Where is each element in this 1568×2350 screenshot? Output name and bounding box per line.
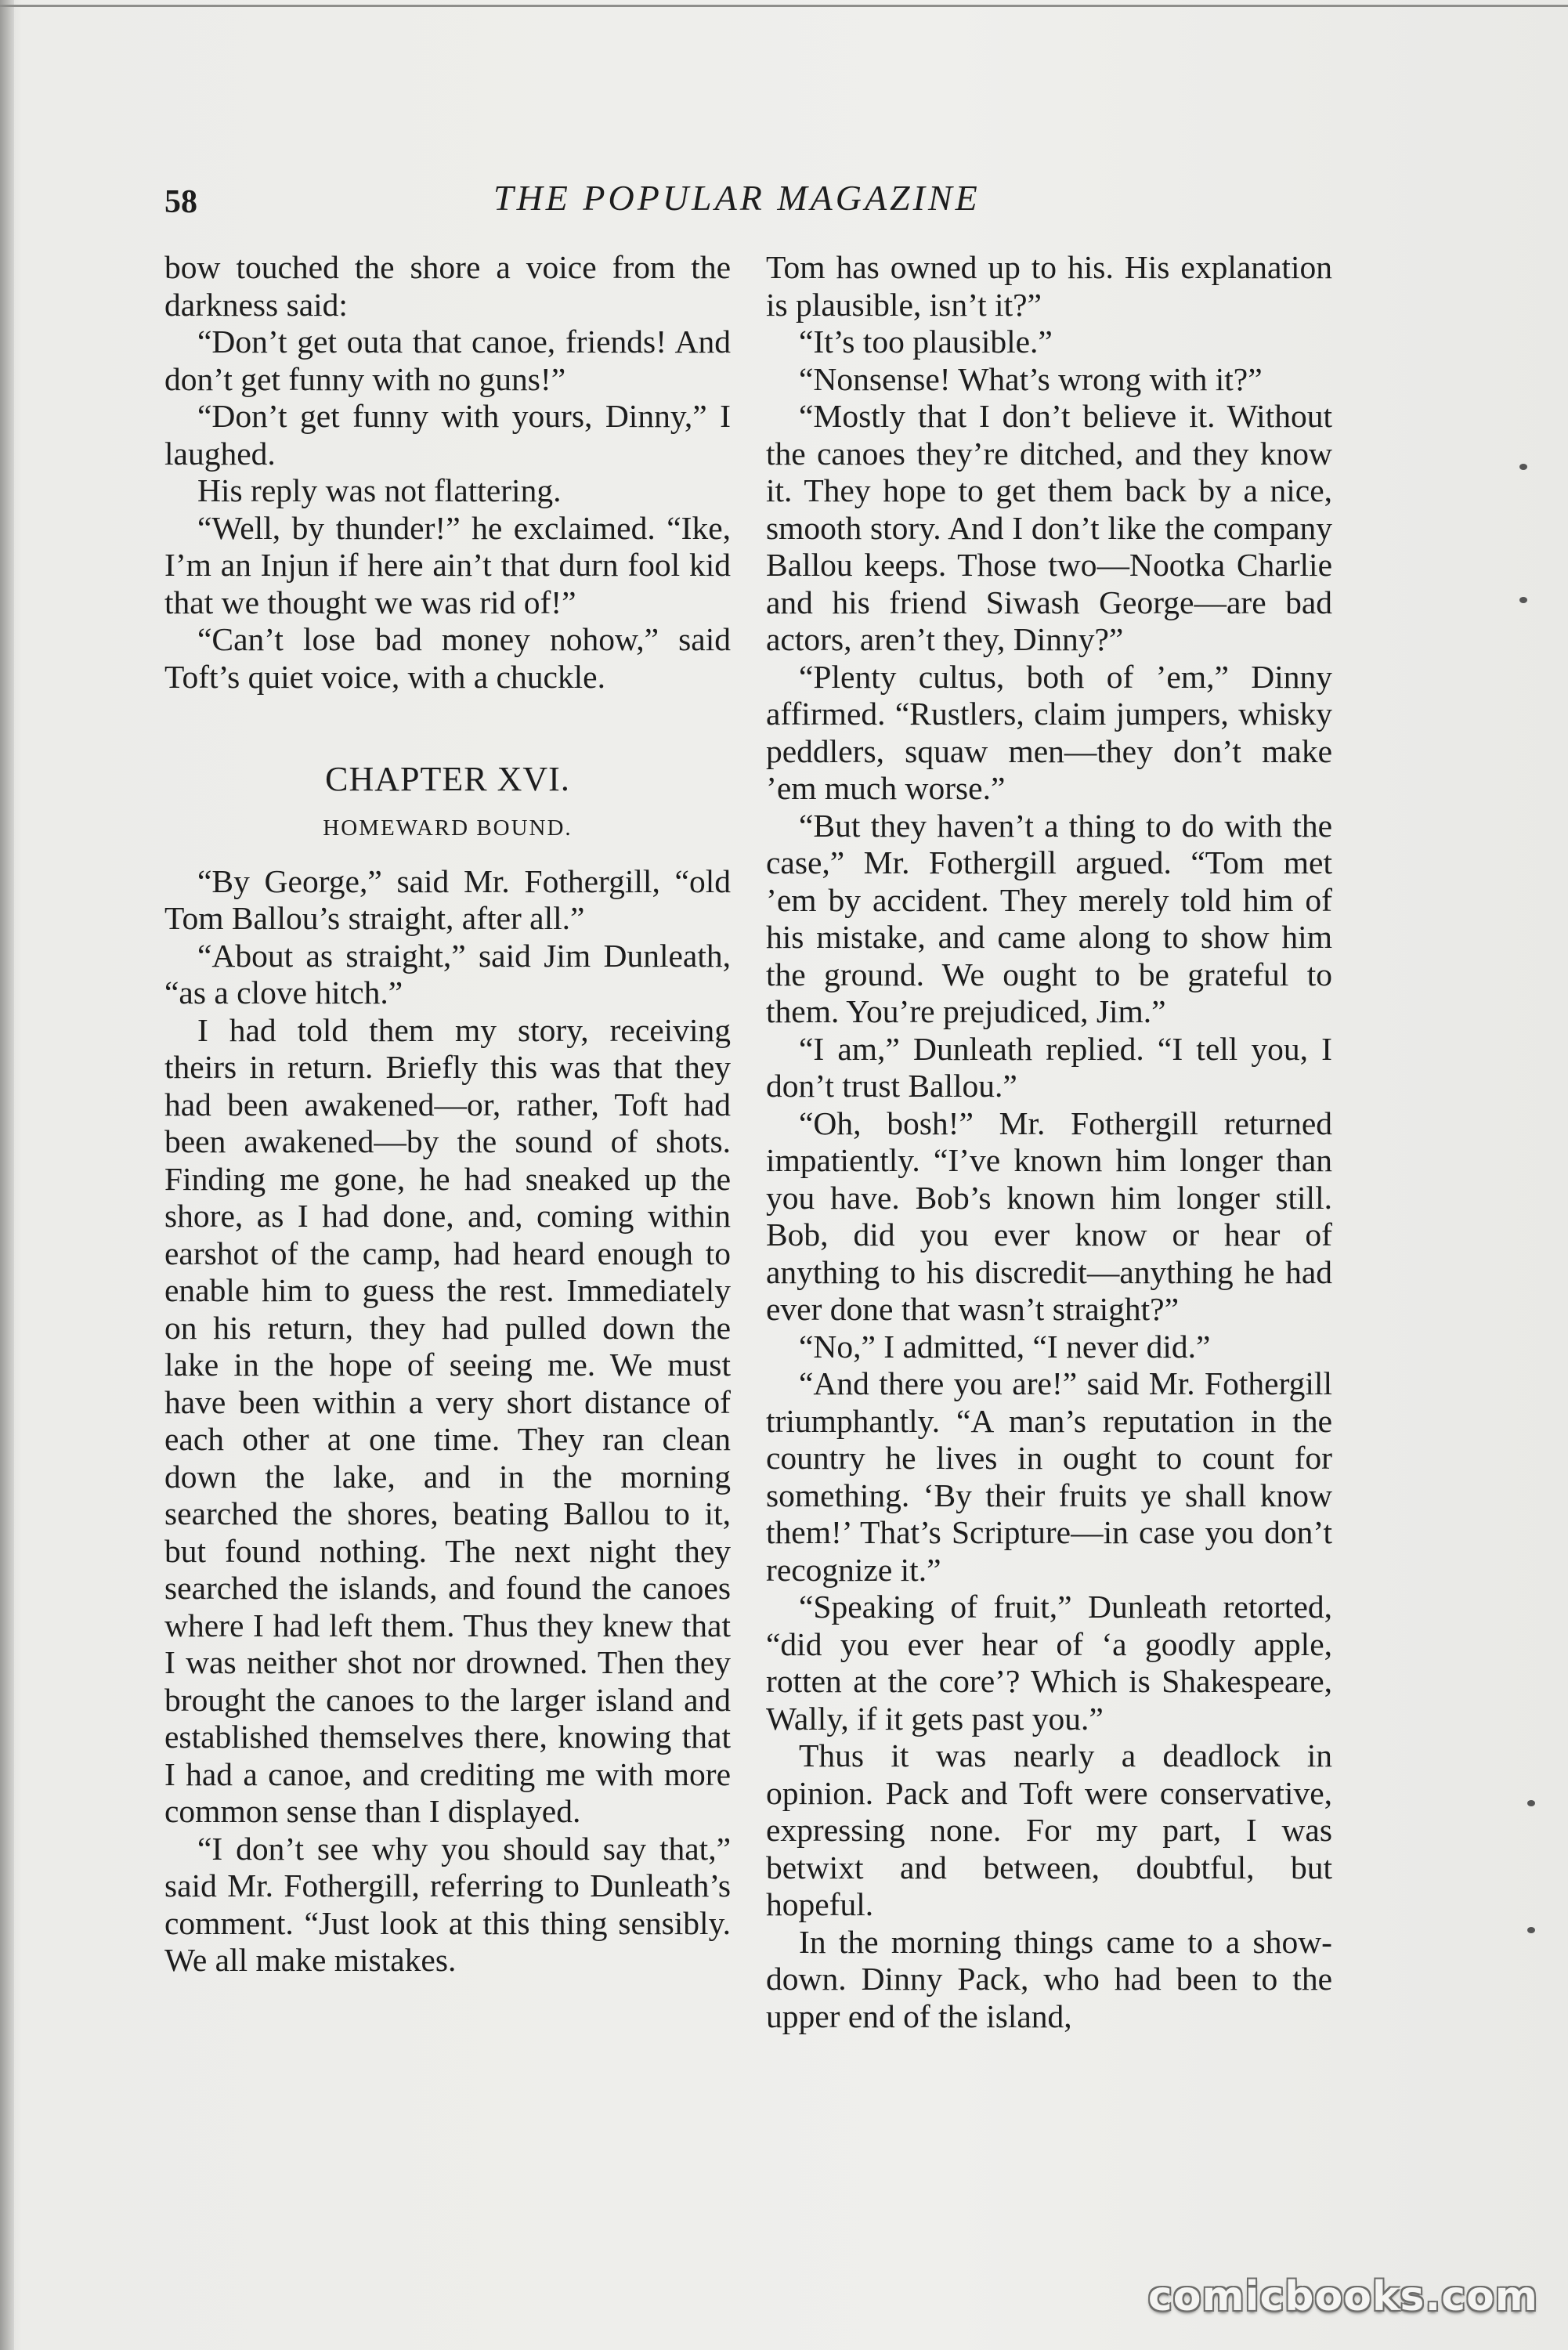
- left-column: [164, 249, 731, 1979]
- page-top-edge: [0, 5, 1568, 7]
- paragraph: “I don’t see why you should say that,” said Mr. Fothergill, referring to Dunleath’s comment. “Just look at this thing sensibly. We all make mistakes.: [164, 1830, 731, 1978]
- paragraph: “I am,” Dunleath replied. “I tell you, I don’t trust Ballou.”: [766, 1030, 1332, 1104]
- chapter-title: CHAPTER XVI.: [325, 760, 570, 798]
- paragraph: “Oh, bosh!” Mr. Fothergill returned impatiently. “I’ve known him longer than you have. Bob’s known him longer still. Bob, did you ever know or hear of anything to his discredit—anything he had ever done that wasn’t straight?”: [766, 1104, 1332, 1327]
- paragraph: “Nonsense! What’s wrong with it?”: [799, 360, 1263, 397]
- paragraph: In the morning things came to a show-down. Dinny Pack, who had been to the upper end of the island,: [766, 1923, 1332, 2034]
- paragraph: “Don’t get funny with yours, Dinny,” I laughed.: [164, 398, 731, 472]
- paragraph: “But they haven’t a thing to do with the case,” Mr. Fothergill argued. “Tom met ’em by accident. They merely told him of his mistake, and came along to show him the ground. We ought to be grateful to them. You’re prejudiced, Jim.”: [766, 807, 1332, 1029]
- binding-hole-mark: [1527, 1927, 1535, 1933]
- paragraph: Tom has owned up to his. His explanation is plausible, isn’t it?”: [766, 249, 1332, 323]
- binding-hole-mark: [1527, 1800, 1535, 1806]
- paragraph: “By George,” said Mr. Fothergill, “old Tom Ballou’s straight, after all.”: [164, 862, 731, 936]
- running-head: THE POPULAR MAGAZINE: [493, 178, 981, 218]
- paragraph: “No,” I admitted, “I never did.”: [799, 1328, 1211, 1365]
- chapter-subtitle: HOMEWARD BOUND.: [323, 815, 573, 841]
- paragraph: “Plenty cultus, both of ’em,” Dinny affirmed. “Rustlers, claim jumpers, whisky peddlers, squaw men—they don’t make ’em much worse.”: [766, 658, 1332, 806]
- paragraph: “It’s too plausible.”: [799, 324, 1053, 360]
- binding-hole-mark: [1519, 464, 1527, 470]
- binding-hole-mark: [1519, 597, 1527, 603]
- paragraph: “About as straight,” said Jim Dunleath, “as a clove hitch.”: [164, 937, 731, 1010]
- paragraph: “Speaking of fruit,” Dunleath retorted, “did you ever hear of ‘a goodly apple, rotten at the core’? Which is Shakespeare, Wally, if it gets past you.”: [766, 1589, 1332, 1737]
- watermark-logo: comicbooks.com: [1147, 2273, 1538, 2320]
- paragraph: “Well, by thunder!” he exclaimed. “Ike, I’m an Injun if here ain’t that durn fool kid that we thought we was rid of!”: [164, 509, 731, 620]
- paragraph: Thus it was nearly a deadlock in opinion. Pack and Toft were conservative, expressing none. For my part, I was betwixt and between, doubtful, but hopeful.: [766, 1737, 1332, 1922]
- paragraph: “Don’t get outa that canoe, friends! And don’t get funny with no guns!”: [164, 324, 731, 397]
- paragraph: bow touched the shore a voice from the darkness said:: [164, 249, 731, 323]
- page-number: 58: [164, 184, 197, 220]
- binding-edge: [0, 0, 14, 2350]
- paragraph: I had told them my story, receiving theirs in return. Briefly this was that they had been awakened—or, rather, Toft had been awakened—by the sound of shots. Finding me gone, he had sneaked up the shore, as I had done, and, coming within earshot of the camp, had heard enough to enable him to guess the rest. Immediately on his return, they had pulled down the lake in the hope of seeing me. We must have been within a very short distance of each other at one time. They ran clean down the lake, and in the morning searched the shores, beating Ballou to it, but found nothing. The next night they searched the islands, and found the canoes where I had left them. Thus they knew that I was neither shot nor drowned. Then they brought the canoes to the larger island and established themselves there, knowing that I had a canoe, and crediting me with more common sense than I displayed.: [164, 1011, 731, 1829]
- paragraph: “Can’t lose bad money nohow,” said Toft’s quiet voice, with a chuckle.: [164, 621, 731, 695]
- paragraph: His reply was not flattering.: [197, 472, 562, 508]
- right-column: [766, 249, 1332, 2035]
- paragraph: “And there you are!” said Mr. Fothergill triumphantly. “A man’s reputation in the country he lives in ought to count for something. ‘By their fruits ye shall know them!’ That’s Scripture—in case you don’t recognize it.”: [766, 1365, 1332, 1588]
- paragraph: “Mostly that I don’t believe it. Without the canoes they’re ditched, and they know it. They hope to get them back by a nice, smooth story. And I don’t like the company Ballou keeps. Those two—Nootka Charlie and his friend Siwash George—are bad actors, aren’t they, Dinny?”: [766, 398, 1332, 657]
